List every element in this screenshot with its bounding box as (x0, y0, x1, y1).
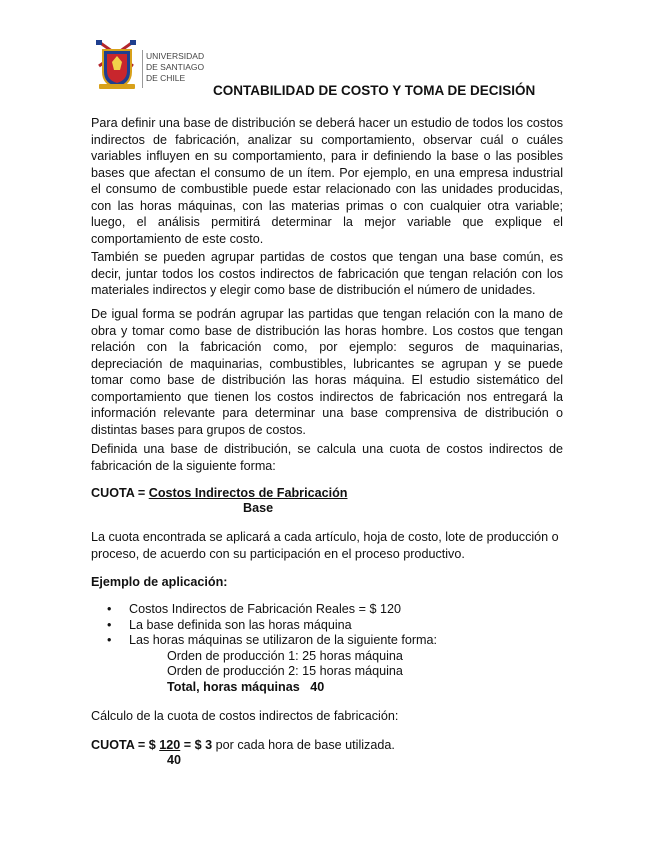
formula-label: CUOTA = $ (91, 738, 160, 752)
sub-item: Orden de producción 1: 25 horas máquina (167, 649, 403, 663)
list-item: • Las horas máquinas se utilizaron de la siguiente forma: (105, 633, 437, 649)
university-name-line: DE SANTIAGO (146, 62, 205, 72)
formula-denominator: 40 (167, 753, 182, 767)
example-heading: Ejemplo de aplicación: (91, 575, 228, 589)
paragraph-partidas-comunes: También se pueden agrupar partidas de costos que tengan una base común, es decir, juntar todos los costos indirectos de fabricación que tengan relación con los materiales indirectos y elegir como base de distribución el número de unidades. (91, 250, 563, 297)
formula-result: = $ 3 (180, 738, 213, 752)
formula-numerator: Costos Indirectos de Fabricación (148, 486, 348, 500)
formula-label: CUOTA = (91, 486, 149, 500)
formula-cuota-result (91, 737, 395, 753)
document-title: CONTABILIDAD DE COSTO Y TOMA DE DECISIÓN (213, 83, 536, 98)
formula-cuota (91, 485, 347, 501)
calc-intro: Cálculo de la cuota de costos indirectos de fabricación: (91, 709, 399, 723)
paragraph-base-distribucion: Para definir una base de distribución se deberá hacer un estudio de todos los costos indirectos de fabricación, analizar su comportamiento, observar cuál o cuáles variables influyen en su comportamiento, para ir definiendo la base o las posibles bases que afectan el consumo de un ítem. Por ejemplo, en una empresa industrial el consumo de combustible puede estar relacionado con las unidades producidas, con las horas máquinas, con las materias primas o con cualquier otra variable; luego, el análisis permitirá determinar la mejor variable que explique el comportamiento de este costo. (91, 116, 563, 246)
university-name-line: DE CHILE (146, 73, 186, 83)
university-crest-logo (93, 38, 141, 92)
paragraph-mano-de-obra: De igual forma se podrán agrupar las partidas que tengan relación con la mano de obra y tomar como base de distribución las horas hombre. Los costos que tengan relación con la fabricación como, por ejemplo: seguros de maquinarias, depreciación de maquinarias, combustibles, lubricantes se agrupan y se puede tomar como base de distribución las horas máquina. El estudio sistemático del comportamiento que tienen los costos indirectos de fabricación nos entregará la información relevante para determinar una base comprensiva de distribución o distintas bases para grupos de costos. (91, 307, 563, 437)
example-bullet-list (105, 602, 437, 649)
formula-denominator: Base (243, 501, 274, 515)
formula-suffix: por cada hora de base utilizada. (212, 738, 395, 752)
total-hours: Total, horas máquinas 40 (167, 680, 325, 694)
university-name (146, 51, 204, 84)
sub-item: Orden de producción 2: 15 horas máquina (167, 664, 403, 678)
university-name-line: UNIVERSIDAD (146, 51, 205, 61)
formula-numerator: 120 (159, 738, 181, 752)
list-item: • La base definida son las horas máquina (105, 618, 437, 634)
logo-divider (142, 50, 143, 88)
paragraph-cuota-intro: Definida una base de distribución, se calcula una cuota de costos indirectos de fabricación de la siguiente forma: (91, 442, 563, 473)
list-item: • Costos Indirectos de Fabricación Reales = $ 120 (105, 602, 437, 618)
paragraph-cuota-aplicacion: La cuota encontrada se aplicará a cada artículo, hoja de costo, lote de producción o proceso, de acuerdo con su participación en el proceso productivo. (91, 530, 559, 561)
